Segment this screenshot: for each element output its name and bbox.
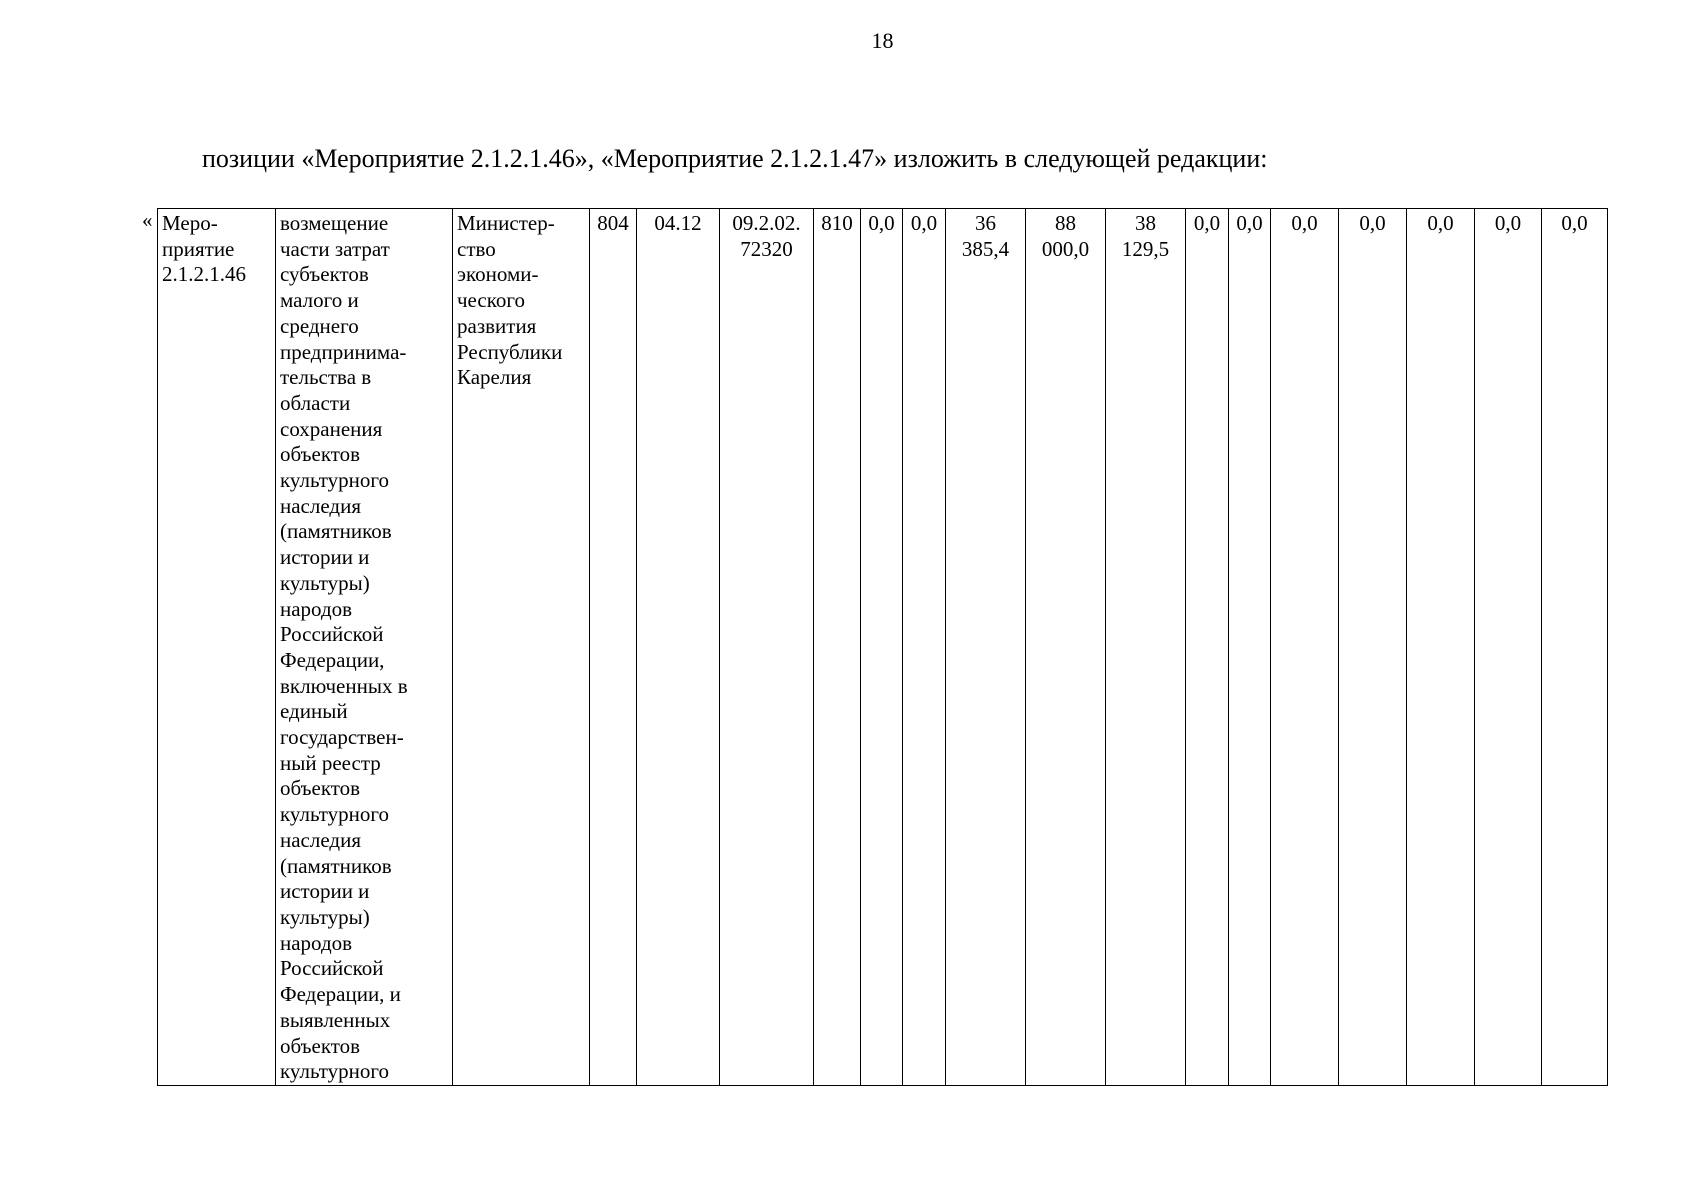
value-cell-5 <box>1106 209 1186 1086</box>
value-7: 0,0 <box>1236 211 1263 235</box>
budget-table <box>157 208 1608 1086</box>
table-row <box>158 209 1608 1086</box>
rzpr-code: 04.12 <box>654 211 702 235</box>
value-10: 0,0 <box>1427 211 1454 235</box>
value-2: 0,0 <box>910 211 938 235</box>
value-9: 0,0 <box>1359 211 1386 235</box>
value-cell-12 <box>1542 209 1608 1086</box>
value-12: 0,0 <box>1561 211 1588 235</box>
value-8: 0,0 <box>1291 211 1318 235</box>
measure-name-cell <box>158 209 276 1086</box>
vr-code: 810 <box>821 211 853 235</box>
value-1: 0,0 <box>868 211 895 235</box>
value-3: 36 385,4 <box>961 211 1010 261</box>
executor-cell <box>453 209 590 1086</box>
rzpr-cell <box>637 209 720 1086</box>
intro-text: позиции «Мероприятие 2.1.2.1.46», «Мероприятие 2.1.2.1.47» изложить в следующей редакции: <box>202 144 1268 173</box>
vr-cell <box>814 209 861 1086</box>
value-cell-1 <box>861 209 903 1086</box>
value-cell-9 <box>1339 209 1407 1086</box>
csr-code: 09.2.02. 72320 <box>732 211 801 261</box>
value-cell-4 <box>1026 209 1106 1086</box>
grbs-cell <box>590 209 637 1086</box>
value-cell-8 <box>1271 209 1339 1086</box>
measure-name: Меро- приятие 2.1.2.1.46 <box>162 211 246 287</box>
value-cell-10 <box>1407 209 1475 1086</box>
csr-cell <box>720 209 814 1086</box>
value-4: 88 000,0 <box>1041 211 1090 261</box>
value-6: 0,0 <box>1193 211 1221 235</box>
measure-description: возмещение части затрат субъектов малого и среднего предпринима- тельства в области сохранения объектов культурного наследия (памятников истории и культуры) народов Российской Федерации, включенных в единый государствен- ный реестр объектов культурного наследия (памятников истории и культуры) народов Российской Федерации, и выявленных объектов культурного <box>280 211 408 1084</box>
value-cell-7 <box>1229 209 1271 1086</box>
responsible-executor: Министер- ство экономи- ческого развития Республики Карелия <box>457 211 563 390</box>
grbs-code: 804 <box>597 211 629 235</box>
value-cell-6 <box>1186 209 1229 1086</box>
value-cell-11 <box>1475 209 1542 1086</box>
value-11: 0,0 <box>1494 211 1522 235</box>
description-cell <box>276 209 453 1086</box>
open-quote: « <box>142 208 153 232</box>
value-5: 38 129,5 <box>1121 211 1170 261</box>
value-cell-2 <box>903 209 946 1086</box>
value-cell-3 <box>946 209 1026 1086</box>
page-number: 18 <box>871 28 894 53</box>
